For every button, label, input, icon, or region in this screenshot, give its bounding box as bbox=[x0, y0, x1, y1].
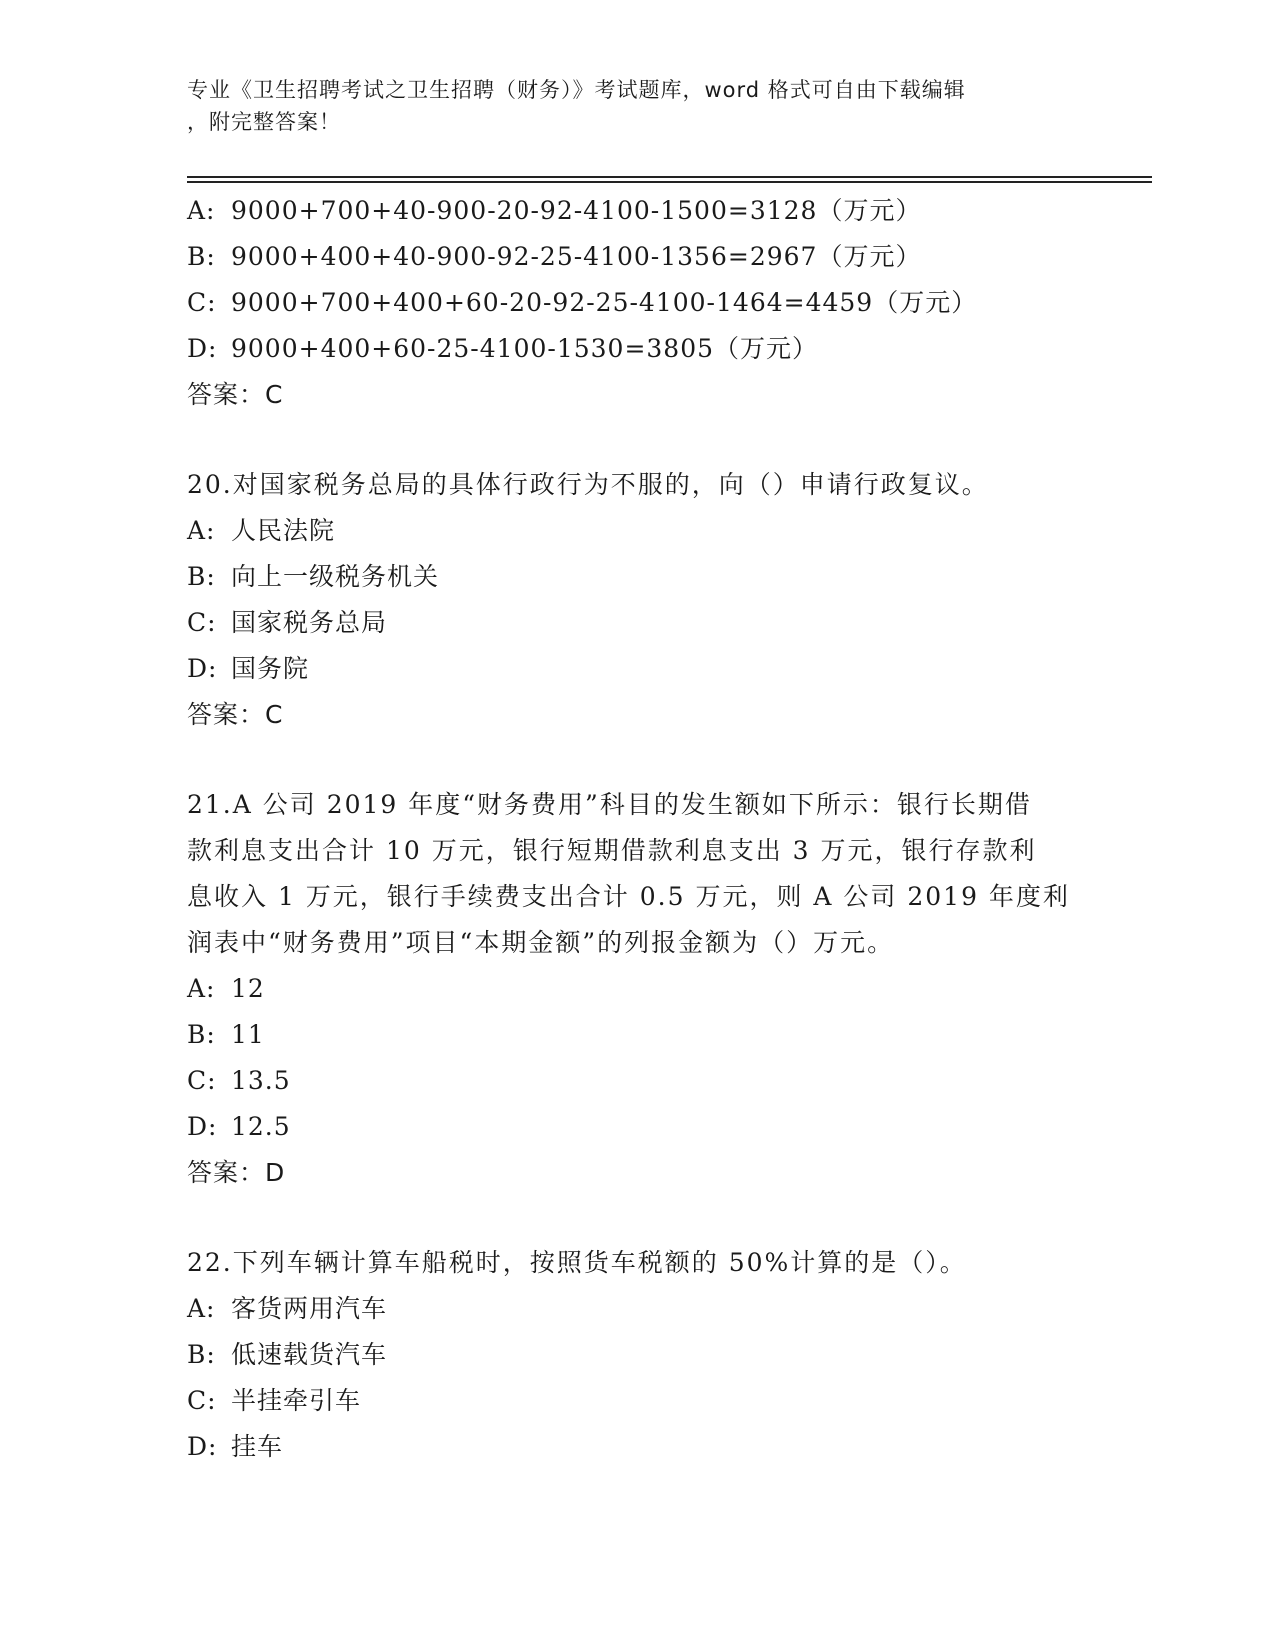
option-d bbox=[187, 1104, 1087, 1150]
option-text: 9000+400+60-25-4100-1530=3805（万元） bbox=[231, 334, 819, 363]
option-letter: D: bbox=[187, 334, 218, 363]
option-a bbox=[187, 966, 1087, 1012]
option-letter: D: bbox=[187, 1432, 218, 1461]
option-letter: A: bbox=[187, 974, 216, 1003]
option-text: 低速载货汽车 bbox=[231, 1340, 388, 1369]
option-text: 12 bbox=[231, 974, 265, 1003]
option-c bbox=[187, 1058, 1087, 1104]
option-letter: B: bbox=[187, 562, 216, 591]
answer-line: 答案：C bbox=[187, 700, 284, 729]
option-text: 国务院 bbox=[231, 654, 310, 683]
option-c bbox=[187, 1378, 1087, 1424]
header-rule-top bbox=[187, 176, 1152, 178]
option-letter: D: bbox=[187, 1112, 218, 1141]
option-letter: C: bbox=[187, 1066, 217, 1095]
option-letter: A: bbox=[187, 516, 216, 545]
spacer bbox=[187, 418, 1087, 462]
option-text: 9000+700+400+60-20-92-25-4100-1464=4459（万元） bbox=[231, 288, 978, 317]
question-22 bbox=[187, 1240, 1087, 1470]
document-header bbox=[187, 74, 1067, 138]
option-text: 12.5 bbox=[231, 1112, 291, 1141]
question-21 bbox=[187, 782, 1087, 1196]
option-b bbox=[187, 234, 1087, 280]
question-19 bbox=[187, 188, 1087, 418]
spacer bbox=[187, 1196, 1087, 1240]
header-line-1: 专业《卫生招聘考试之卫生招聘（财务）》考试题库，word 格式可自由下载编辑 bbox=[187, 78, 966, 102]
question-stem-line-3: 息收入 1 万元，银行手续费支出合计 0.5 万元，则 A 公司 2019 年度利 bbox=[187, 882, 1070, 911]
option-text: 11 bbox=[231, 1020, 265, 1049]
header-rule-bottom bbox=[187, 181, 1152, 183]
question-stem-line-4: 润表中“财务费用”项目“本期金额”的列报金额为（）万元。 bbox=[187, 928, 895, 957]
question-20 bbox=[187, 462, 1087, 738]
option-text: 9000+400+40-900-92-25-4100-1356=2967（万元） bbox=[231, 242, 922, 271]
option-a bbox=[187, 508, 1087, 554]
option-text: 半挂牵引车 bbox=[231, 1386, 362, 1415]
spacer bbox=[187, 738, 1087, 782]
option-b bbox=[187, 1332, 1087, 1378]
option-text: 人民法院 bbox=[231, 516, 336, 545]
question-stem: 20.对国家税务总局的具体行政行为不服的，向（）申请行政复议。 bbox=[187, 470, 989, 499]
option-c bbox=[187, 600, 1087, 646]
option-b bbox=[187, 554, 1087, 600]
option-letter: C: bbox=[187, 288, 217, 317]
option-a bbox=[187, 1286, 1087, 1332]
option-letter: B: bbox=[187, 242, 216, 271]
option-letter: B: bbox=[187, 1340, 216, 1369]
header-line-2: ，附完整答案！ bbox=[187, 110, 341, 134]
option-d bbox=[187, 1424, 1087, 1470]
question-content bbox=[187, 188, 1087, 1470]
option-text: 挂车 bbox=[231, 1432, 284, 1461]
answer-line: 答案：C bbox=[187, 380, 284, 409]
question-stem: 22.下列车辆计算车船税时，按照货车税额的 50%计算的是（）。 bbox=[187, 1248, 967, 1277]
option-text: 9000+700+40-900-20-92-4100-1500=3128（万元） bbox=[231, 196, 922, 225]
option-letter: A: bbox=[187, 196, 216, 225]
option-text: 13.5 bbox=[231, 1066, 291, 1095]
option-letter: A: bbox=[187, 1294, 216, 1323]
option-letter: C: bbox=[187, 608, 217, 637]
option-text: 客货两用汽车 bbox=[231, 1294, 388, 1323]
option-text: 国家税务总局 bbox=[231, 608, 388, 637]
option-text: 向上一级税务机关 bbox=[231, 562, 440, 591]
option-letter: C: bbox=[187, 1386, 217, 1415]
option-d bbox=[187, 646, 1087, 692]
option-letter: B: bbox=[187, 1020, 216, 1049]
option-b bbox=[187, 1012, 1087, 1058]
option-d bbox=[187, 326, 1087, 372]
option-c bbox=[187, 280, 1087, 326]
answer-line: 答案：D bbox=[187, 1158, 286, 1187]
question-stem-line-2: 款利息支出合计 10 万元，银行短期借款利息支出 3 万元，银行存款利 bbox=[187, 836, 1037, 865]
question-stem-line-1: 21.A 公司 2019 年度“财务费用”科目的发生额如下所示：银行长期借 bbox=[187, 790, 1032, 819]
option-letter: D: bbox=[187, 654, 218, 683]
option-a bbox=[187, 188, 1087, 234]
